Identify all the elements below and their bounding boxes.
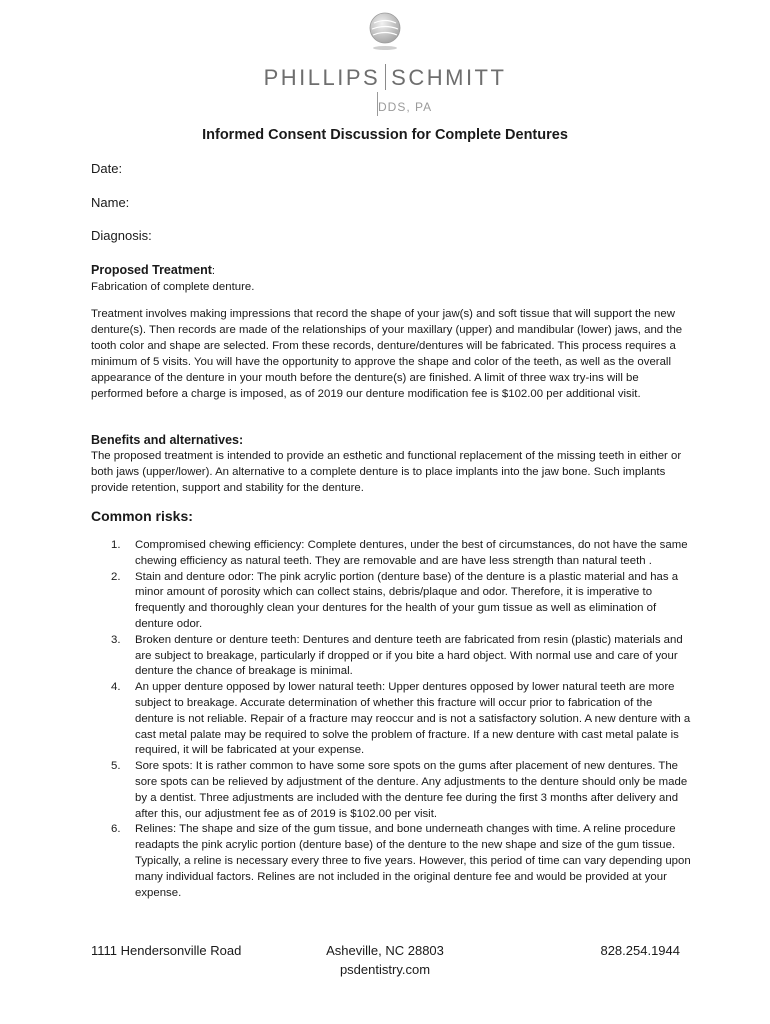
proposed-treatment-section — [91, 262, 687, 295]
risks-list — [91, 538, 691, 901]
list-item: 5. Sore spots: It is rather common to have some sore spots on the gums after placement of new dentures. The sore spots can be relieved by adjustment of the denture. Any adjustments to the denture should only be made by a dentist. Three adjustments are included with the denture fee during the first 3 months after delivery and after this, our adjustment fee as of 2019 is $102.00 per visit. — [111, 760, 688, 820]
benefits-section — [91, 432, 687, 496]
list-item: 2. Stain and denture odor: The pink acrylic portion (denture base) of the denture is a plastic material and has a minor amount of porosity which can collect stains, debris/plaque and odor. Therefore, it is imperative to frequently and thoroughly clean your dentures for the health of your gum tissue as well as elimination of denture odor. — [111, 570, 679, 630]
date-field-label: Date: — [91, 161, 123, 176]
footer-address: 1111 Hendersonville Road — [91, 943, 242, 958]
benefits-heading: Benefits and alternatives: — [91, 433, 244, 447]
practice-name — [0, 64, 770, 91]
footer-website[interactable]: psdentistry.com — [339, 962, 431, 977]
diagnosis-field-label: Diagnosis: — [91, 228, 152, 243]
proposed-treatment-colon: : — [211, 265, 216, 277]
proposed-treatment-heading: Proposed Treatment — [91, 263, 212, 277]
list-item: 6. Relines: The shape and size of the gum tissue, and bone underneath changes with time. A reline procedure readapts the pink acrylic portion (denture base) of the denture to the new shape and size of the gum tissue. Typically, a reline is necessary every three to five years. However, this period of time can vary depending upon many individual factors. Relines are not included in the original denture fee and would be provided at your expense. — [111, 823, 691, 899]
list-item: 4. An upper denture opposed by lower natural teeth: Upper dentures opposed by lower natural teeth are more subject to breakage. Accurate determination of whether this fracture will occur prior to fabrication of the denture is not reliable. Repair of a fracture may reoccur and is not a satisfactory solution. A new denture with a cast metal palate may be required to solve the problem of fracture. If a new denture with cast metal palate is required, it will be fabricated at your expense. — [111, 681, 691, 757]
globe-logo-icon — [364, 8, 406, 54]
proposed-treatment-subtitle: Fabrication of complete denture. — [91, 281, 255, 293]
footer-city: Asheville, NC 28803 — [326, 943, 444, 958]
practice-name-left: PHILLIPS — [263, 65, 381, 90]
logo-divider — [385, 64, 386, 90]
practice-name-right: SCHMITT — [391, 65, 507, 90]
list-item: 1. Compromised chewing efficiency: Complete dentures, under the best of circumstances, do not have the same chewing efficiency as natural teeth. They are removable and are have less strength than natural teeth . — [111, 539, 688, 567]
document-title: Informed Consent Discussion for Complete Dentures — [202, 127, 568, 143]
treatment-description: Treatment involves making impressions that record the shape of your jaw(s) and soft tissue that will support the new denture(s). Then records are made of the relationships of your maxillary (upper) and mandibular (lower) jaws, and the tooth color and shape are selected. From these records, denture/dentures will be fabricated. This process requires a minimum of 5 visits. You will have the opportunity to approve the shape and color of the teeth, as well as the overall appearance of the denture in your mouth before the denture(s) are finished. A limit of three wax try-ins will be performed before a charge is imposed, as of 2019 our denture modification fee is $102.00 per additional visit. — [91, 308, 683, 400]
list-item: 3. Broken denture or denture teeth: Dentures and denture teeth are fabricated from resin (plastic) materials and are subject to breakage, particularly if dropped or if you bite a hard object. With normal use and care of your denture the chance of breakage is minimal. — [111, 633, 683, 678]
footer-phone: 828.254.1944 — [600, 943, 680, 958]
name-field-label: Name: — [91, 195, 130, 210]
practice-suffix: DDS, PA — [378, 100, 433, 114]
common-risks-heading: Common risks: — [91, 508, 193, 524]
benefits-paragraph: The proposed treatment is intended to provide an esthetic and functional replacement of the missing teeth in either or both jaws (upper/lower). An alternative to a complete denture is to place implants into the jaw bone. Such implants provide retention, support and stability for the denture. — [91, 450, 682, 494]
